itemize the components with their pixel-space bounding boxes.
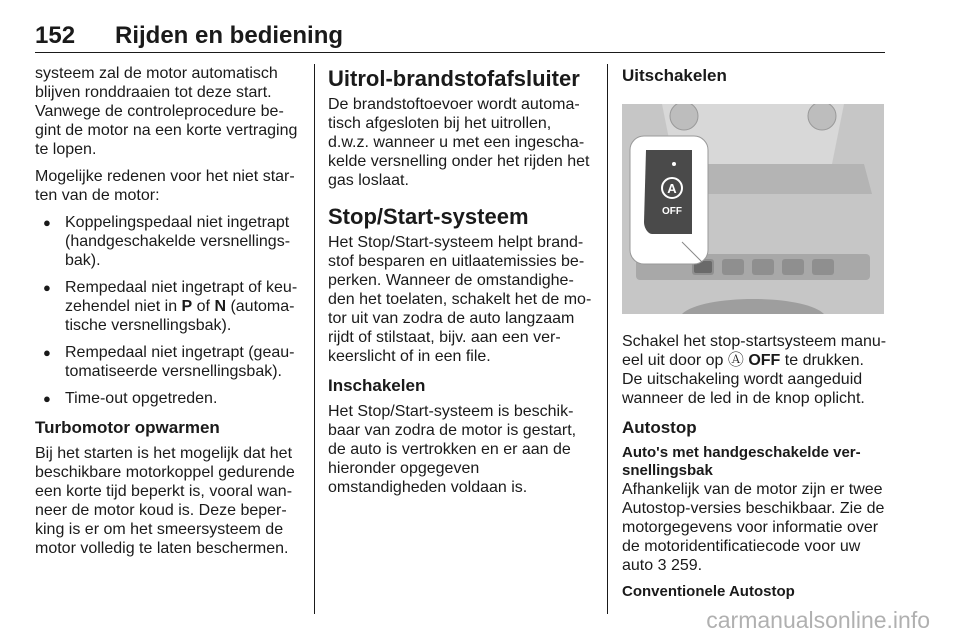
heading-activate: Inschakelen <box>328 376 426 395</box>
column-3 <box>622 64 888 601</box>
auto-off-icon: Ⓐ <box>727 352 744 369</box>
header-rule <box>35 52 885 53</box>
heading-fuel-cutoff: Uitrol-brandstofafsluiter <box>328 66 580 91</box>
console-button-figure <box>622 104 884 314</box>
watermark-url: carmanualsonline.info <box>706 607 930 633</box>
heading-deactivate: Uitschakelen <box>622 66 727 85</box>
list-item: ● Time-out opgetreden. <box>35 389 301 408</box>
heading-autostop: Autostop <box>622 418 697 437</box>
list-item: ● Rempedaal niet ingetrapt of keuzehendel niet in P of N (automatische versnellingsbak). <box>35 278 301 335</box>
column-1 <box>35 64 301 566</box>
paragraph-turbo: Bij het starten is het mogelijk dat het beschikbare motorkoppel gedurende een korte tijd beperkt is, vooral wanneer de motor koud is. Deze beperking is er om het smeersysteem de motor volledig te laten beschermen. <box>35 445 295 557</box>
heading-manual-gearbox: Auto's met handgeschakelde versnellingsbak <box>622 444 861 479</box>
gear-n-label: N <box>214 298 226 315</box>
list-item: ● Koppelingspedaal niet ingetrapt (handgeschakelde versnellingsbak). <box>35 213 301 270</box>
paragraph-deactivate: Schakel het stop-startsysteem manueel uit door op Ⓐ OFF te drukken. De uitschakeling wordt aangeduid wanneer de led in de knop oplicht. <box>622 333 887 407</box>
list-item: ● Rempedaal niet ingetrapt (geautomatiseerde versnellingsbak). <box>35 343 301 381</box>
button-symbol-text: A <box>667 181 677 196</box>
page-header <box>35 22 885 52</box>
heading-stop-start: Stop/Start-systeem <box>328 204 529 229</box>
button-off-text: OFF <box>662 206 682 217</box>
paragraph-stop-start: Het Stop/Start-systeem helpt brandstof besparen en uitlaatemissies beperken. Wanneer de omstandigheden het toelaten, schakelt het de motor uit van zodra de auto langzaam rijdt of stilstaat, bijv. aan een verkeerslicht of in een file. <box>328 234 592 365</box>
column-2 <box>328 64 594 505</box>
gear-p-label: P <box>181 298 193 315</box>
console-illustration <box>622 104 884 314</box>
paragraph-fuel-cutoff: De brandstoftoevoer wordt automatisch afgesloten bij het uitrollen, d.w.z. wanneer u met een ingeschakelde versnelling onder het rijden het gas loslaat. <box>328 96 590 189</box>
column-divider-1 <box>314 64 315 614</box>
heading-turbo: Turbomotor opwarmen <box>35 418 220 437</box>
paragraph-manual-gearbox: Afhankelijk van de motor zijn er twee Autostop-versies beschikbaar. Zie de motorgegevens voor informatie over de motoridentificatiecode voor uw auto 3 259. <box>622 481 885 574</box>
paragraph-start-continuation: systeem zal de motor automatisch blijven ronddraaien tot deze start. Vanwege de controleprocedure begint de motor na een korte vertraging te lopen. <box>35 65 298 158</box>
column-divider-2 <box>607 64 608 614</box>
page-number: 152 <box>35 22 76 49</box>
chapter-title: Rijden en bediening <box>115 22 344 49</box>
heading-conventional-autostop: Conventionele Autostop <box>622 583 795 600</box>
reasons-list <box>35 213 301 408</box>
paragraph-activate: Het Stop/Start-systeem is beschikbaar van zodra de motor is gestart, de auto is vertrokken en er aan de hieronder opgegeven omstandigheden voldaan is. <box>328 403 577 496</box>
paragraph-reasons-intro: Mogelijke redenen voor het niet starten van de motor: <box>35 168 295 204</box>
page-reference-icon[interactable]: 3 <box>657 557 667 574</box>
